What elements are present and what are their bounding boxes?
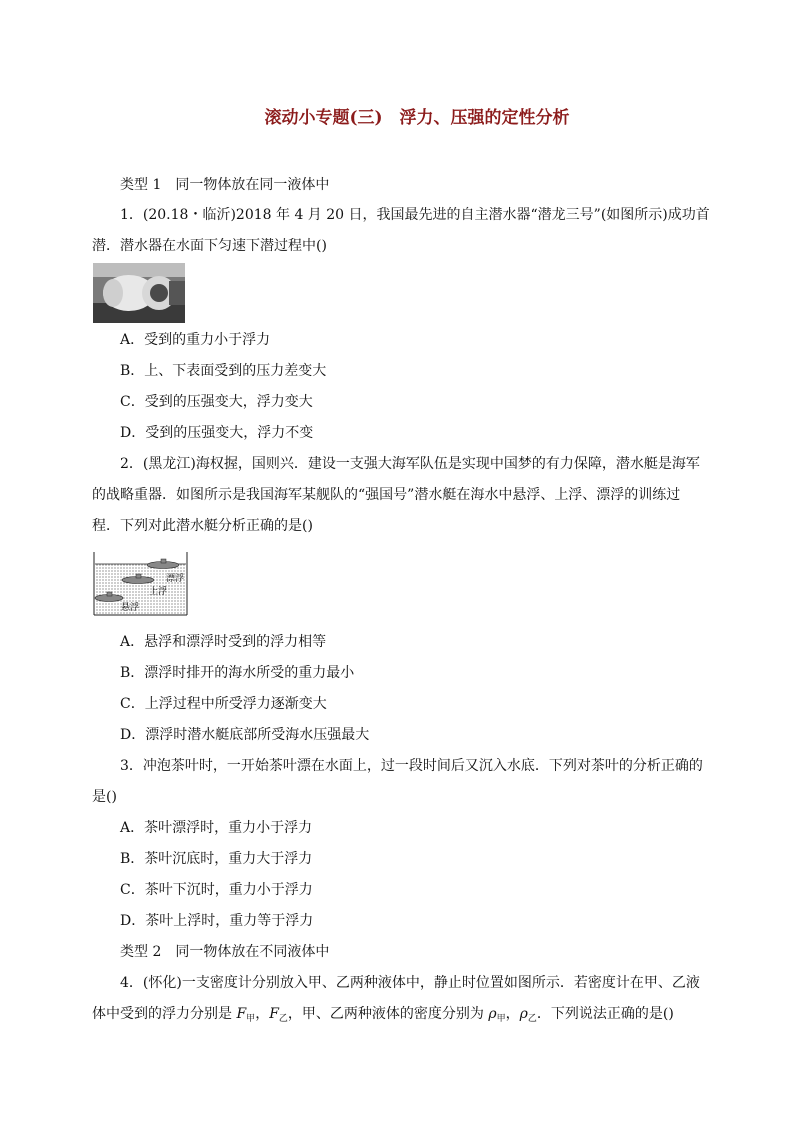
symbol-f-yi: F xyxy=(269,1006,279,1022)
subscript-yi: 乙 xyxy=(278,1014,288,1024)
symbol-rho-yi: ρ xyxy=(519,1006,528,1022)
subscript-jia: 甲 xyxy=(246,1014,256,1024)
submarine-diagram xyxy=(93,552,188,616)
label-floating: 漂浮 xyxy=(166,574,185,584)
q4-line2 xyxy=(92,1004,674,1026)
q2-option-b: B．漂浮时排开的海水所受的重力最小 xyxy=(120,665,355,681)
symbol-rho-jia: ρ xyxy=(488,1006,497,1022)
q3-option-a: A．茶叶漂浮时，重力小于浮力 xyxy=(120,820,313,836)
q1-option-c: C．受到的压强变大，浮力变大 xyxy=(120,394,313,410)
q4-line2-end: ．下列说法正确的是() xyxy=(536,1006,674,1022)
symbol-f-jia: F xyxy=(236,1006,247,1022)
q1-option-d: D．受到的压强变大，浮力不变 xyxy=(120,425,314,441)
q2-option-a: A．悬浮和漂浮时受到的浮力相等 xyxy=(120,634,327,650)
q3-line2: 是() xyxy=(92,789,117,805)
q2-option-c: C．上浮过程中所受浮力逐渐变大 xyxy=(120,696,327,712)
q3-option-c: C．茶叶下沉时，重力小于浮力 xyxy=(120,882,313,898)
label-suspended: 悬浮 xyxy=(121,603,140,613)
section-type1: 类型 1 同一物体放在同一液体中 xyxy=(120,177,330,193)
q4-comma: ， xyxy=(255,1006,270,1022)
q2-line1: 2．(黑龙江)海权握，国则兴．建设一支强大海军队伍是实现中国梦的有力保障，潜水艇是海军 xyxy=(120,456,700,472)
q1-line1: 1．(20.18・临沂)2018 年 4 月 20 日，我国最先进的自主潜水器“潜龙三号”(如图所示)成功首 xyxy=(120,207,710,223)
q2-option-d: D．漂浮时潜水艇底部所受海水压强最大 xyxy=(120,727,370,743)
q3-option-b: B．茶叶沉底时，重力大于浮力 xyxy=(120,851,313,867)
q1-option-a: A．受到的重力小于浮力 xyxy=(120,332,271,348)
q2-line3: 程．下列对此潜水艇分析正确的是() xyxy=(92,518,313,534)
subscript-rho-yi: 乙 xyxy=(527,1014,537,1024)
q2-line2: 的战略重器．如图所示是我国海军某舰队的“强国号”潜水艇在海水中悬浮、上浮、漂浮的训练过 xyxy=(92,487,681,503)
section-type2: 类型 2 同一物体放在不同液体中 xyxy=(120,944,330,960)
q4-comma-2: ， xyxy=(505,1006,520,1022)
label-rising: 上浮 xyxy=(149,587,168,597)
q1-line2: 潜．潜水器在水面下匀速下潜过程中() xyxy=(92,238,327,254)
q4-line1: 4．(怀化)一支密度计分别放入甲、乙两种液体中，静止时位置如图所示．若密度计在甲、乙液 xyxy=(120,975,700,991)
subscript-rho-jia: 甲 xyxy=(496,1014,506,1024)
q4-line2-start: 体中受到的浮力分别是 xyxy=(92,1006,232,1022)
q3-option-d: D．茶叶上浮时，重力等于浮力 xyxy=(120,913,314,929)
q1-option-b: B．上、下表面受到的压力差变大 xyxy=(120,363,327,379)
page-title: 滚动小专题(三) 浮力、压强的定性分析 xyxy=(264,108,570,128)
q3-line1: 3．冲泡茶叶时，一开始茶叶漂在水面上，过一段时间后又沉入水底．下列对茶叶的分析正确的 xyxy=(120,758,703,774)
q4-line2-middle: ，甲、乙两种液体的密度分别为 xyxy=(287,1006,484,1022)
submersible-photo xyxy=(93,263,185,323)
